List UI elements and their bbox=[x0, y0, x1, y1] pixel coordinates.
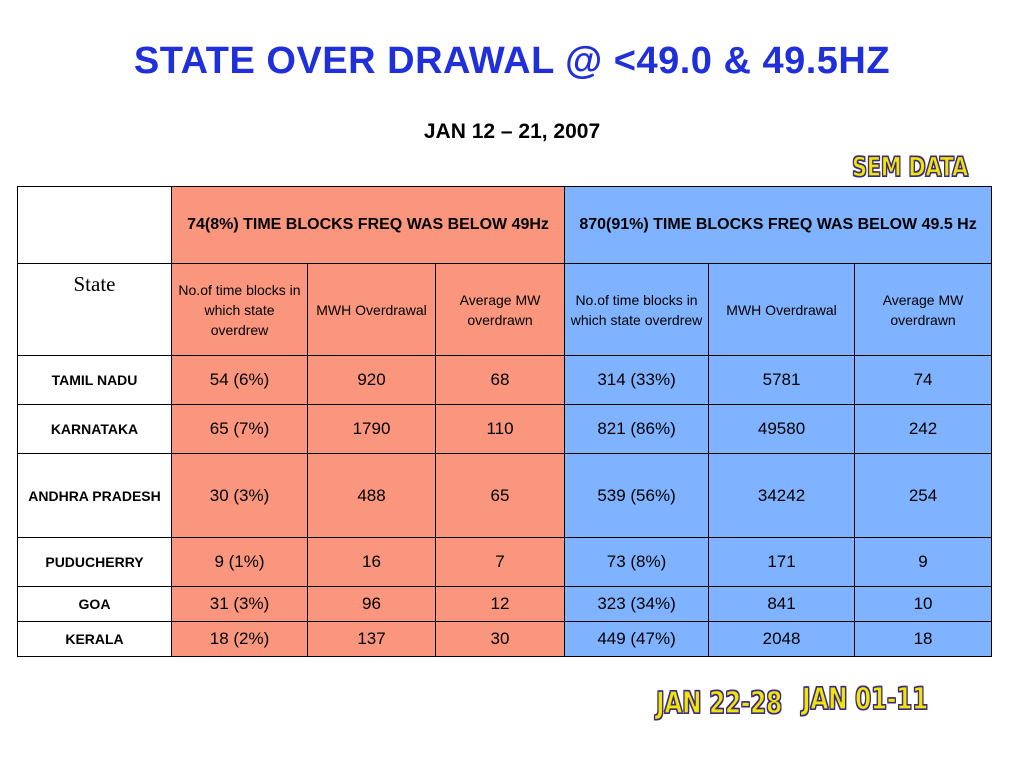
table-cell: 254 bbox=[855, 454, 992, 538]
group-header-below-49-5hz: 870(91%) TIME BLOCKS FREQ WAS BELOW 49.5 Hz bbox=[565, 187, 992, 264]
table-cell: 1790 bbox=[308, 405, 436, 454]
table-cell: 2048 bbox=[709, 622, 855, 657]
table-cell: 16 bbox=[308, 538, 436, 587]
table-cell: 65 bbox=[436, 454, 565, 538]
table-cell: 110 bbox=[436, 405, 565, 454]
group-header-below-49hz: 74(8%) TIME BLOCKS FREQ WAS BELOW 49Hz bbox=[172, 187, 565, 264]
state-name: TAMIL NADU bbox=[18, 356, 172, 405]
state-name: KERALA bbox=[18, 622, 172, 657]
table-cell: 18 bbox=[855, 622, 992, 657]
table-cell: 73 (8%) bbox=[565, 538, 709, 587]
sub-header: Average MW overdrawn bbox=[855, 264, 992, 356]
table-row bbox=[18, 356, 992, 405]
table-row bbox=[18, 405, 992, 454]
jan-22-28-stamp: JAN 22-28 bbox=[656, 686, 782, 721]
page-title: STATE OVER DRAWAL @ <49.0 & 49.5HZ bbox=[133, 40, 891, 82]
table-cell: 30 (3%) bbox=[172, 454, 308, 538]
table-cell: 539 (56%) bbox=[565, 454, 709, 538]
jan-01-11-stamp: JAN 01-11 bbox=[802, 682, 928, 717]
table-cell: 449 (47%) bbox=[565, 622, 709, 657]
table-cell: 323 (34%) bbox=[565, 587, 709, 622]
sub-header: No.of time blocks in which state overdrew bbox=[172, 264, 308, 356]
table-cell: 34242 bbox=[709, 454, 855, 538]
table-cell: 9 bbox=[855, 538, 992, 587]
table-cell: 10 bbox=[855, 587, 992, 622]
table-cell: 7 bbox=[436, 538, 565, 587]
table-row bbox=[18, 538, 992, 587]
table-cell: 74 bbox=[855, 356, 992, 405]
sub-header: Average MW overdrawn bbox=[436, 264, 565, 356]
table-cell: 5781 bbox=[709, 356, 855, 405]
table-cell: 488 bbox=[308, 454, 436, 538]
table-cell: 54 (6%) bbox=[172, 356, 308, 405]
group-header-row bbox=[18, 187, 992, 264]
table-cell: 314 (33%) bbox=[565, 356, 709, 405]
state-name: KARNATAKA bbox=[18, 405, 172, 454]
state-name: PUDUCHERRY bbox=[18, 538, 172, 587]
table-cell: 171 bbox=[709, 538, 855, 587]
state-name: GOA bbox=[18, 587, 172, 622]
table-cell: 68 bbox=[436, 356, 565, 405]
table-cell: 49580 bbox=[709, 405, 855, 454]
table-cell: 31 (3%) bbox=[172, 587, 308, 622]
overdrawal-table bbox=[17, 186, 992, 657]
table-cell: 96 bbox=[308, 587, 436, 622]
sub-header: No.of time blocks in which state overdrew bbox=[565, 264, 709, 356]
table-row bbox=[18, 454, 992, 538]
table-cell: 65 (7%) bbox=[172, 405, 308, 454]
table-cell: 12 bbox=[436, 587, 565, 622]
state-column-header: State bbox=[18, 264, 172, 356]
table-row bbox=[18, 587, 992, 622]
table-row bbox=[18, 622, 992, 657]
corner-cell bbox=[18, 187, 172, 264]
table-cell: 30 bbox=[436, 622, 565, 657]
table-cell: 18 (2%) bbox=[172, 622, 308, 657]
table-cell: 242 bbox=[855, 405, 992, 454]
table-cell: 821 (86%) bbox=[565, 405, 709, 454]
table-cell: 9 (1%) bbox=[172, 538, 308, 587]
date-range-subtitle: JAN 12 – 21, 2007 bbox=[423, 120, 601, 143]
sub-header: MWH Overdrawal bbox=[308, 264, 436, 356]
table-cell: 841 bbox=[709, 587, 855, 622]
state-name: ANDHRA PRADESH bbox=[18, 454, 172, 538]
table-cell: 920 bbox=[308, 356, 436, 405]
sem-data-stamp: SEM DATA bbox=[852, 152, 968, 183]
table-cell: 137 bbox=[308, 622, 436, 657]
sub-header: MWH Overdrawal bbox=[709, 264, 855, 356]
sub-header-row bbox=[18, 264, 992, 356]
